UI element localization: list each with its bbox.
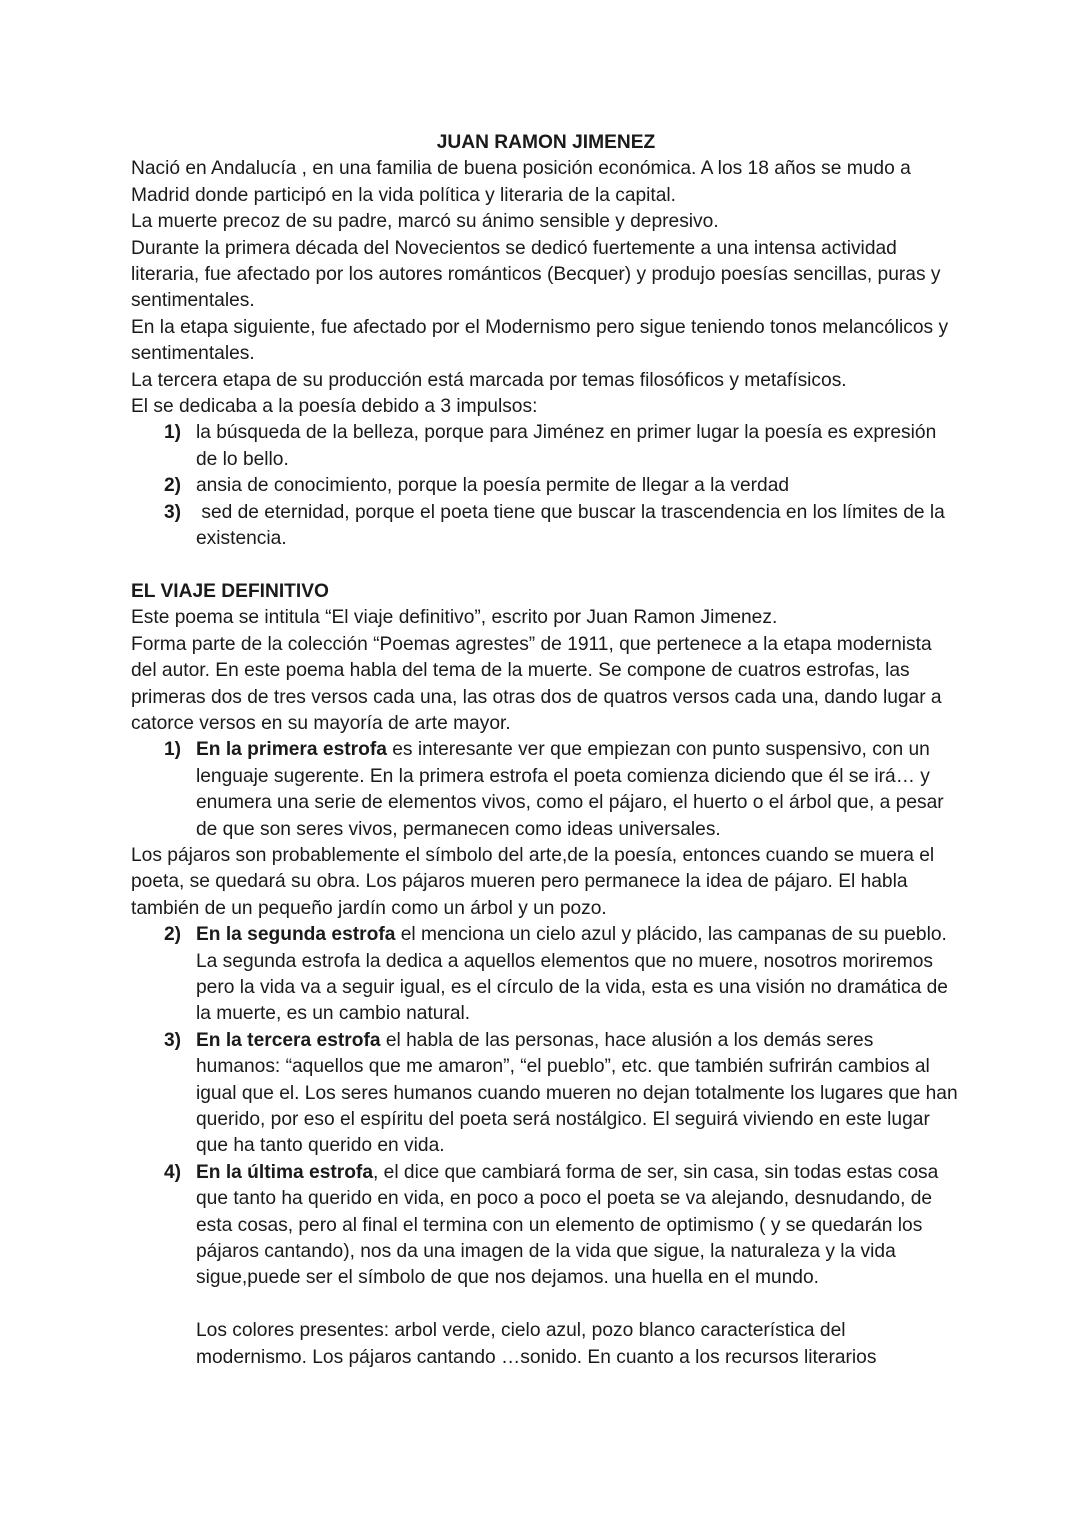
stanza-label: En la segunda estrofa [196,924,396,946]
list-number: 3) [164,1029,182,1051]
list-item-text: ansia de conocimiento, porque la poesía permite de llegar a la verdad [196,475,790,497]
list-number: 1) [164,422,182,444]
list-item [131,420,961,473]
stanza-label: En la primera estrofa [196,739,387,761]
bio-paragraph-6: El se dedicaba a la poesía debido a 3 impulsos: [131,396,538,418]
list-number: 4) [164,1161,182,1183]
bio-paragraph-5: La tercera etapa de su producción está marcada por temas filosóficos y metafísicos. [131,369,847,391]
stanza-text: el habla de las personas, hace alusión a los demás seres humanos: “aquellos que me amaron”, “el pueblo”, etc. que también sufrirán cambios al igual que el. Los seres humanos cuando mueren no dejan totalmente los lugares que han querido, por eso el espíritu del poeta será nostálgico. El seguirá viviendo en este lugar que ha tanto querido en vida. [196,1029,958,1157]
colors-paragraph: Los colores presentes: arbol verde, cielo azul, pozo blanco característica del modernismo. Los pájaros cantando …sonido. En cuanto a los recursos literarios [196,1320,877,1368]
poem-intro-2: Forma parte de la colección “Poemas agrestes” de 1911, que pertenece a la etapa modernista del autor. En este poema habla del tema de la muerte. Se compone de cuatros estrofas, las primeras dos de tres versos cada una, las otras dos de quatros versos cada una, dando lugar a catorce versos en su mayoría de arte mayor. [131,633,942,734]
list-item [131,922,961,1028]
stanza-label: En la última estrofa [196,1161,373,1183]
poem-intro-1: Este poema se intitula “El viaje definitivo”, escrito por Juan Ramon Jimenez. [131,607,778,629]
section-heading: EL VIAJE DEFINITIVO [131,580,329,602]
list-number: 2) [164,924,182,946]
bio-paragraph-1: Nació en Andalucía , en una familia de buena posición económica. A los 18 años se mudo a Madrid donde participó en la vida política y literaria de la capital. [131,158,911,206]
list-item [131,500,961,553]
list-item-text: la búsqueda de la belleza, porque para Jiménez en primer lugar la poesía es expresión de lo bello. [196,422,937,470]
document-body [131,130,961,1371]
list-item [131,473,961,499]
document-title: JUAN RAMON JIMENEZ [436,132,656,153]
impulses-list [131,420,961,552]
bio-paragraph-2: La muerte precoz de su padre, marcó su ánimo sensible y depresivo. [131,211,719,233]
bio-paragraph-4: En la etapa siguiente, fue afectado por el Modernismo pero sigue teniendo tonos melancólicos y sentimentales. [131,316,949,365]
spacer [131,1292,961,1318]
stanza-list-2 [131,922,961,1292]
stanza-list-1 [131,737,961,843]
list-number: 3) [164,501,182,523]
stanza-text: , el dice que cambiará forma de ser, sin casa, sin todas estas cosa que tanto ha querido en vida, en poco a poco el poeta se va alejando, desnudando, de esta cosas, pero al final el termina con un elemento de optimismo ( y se quedarán los pájaros cantando), nos da una imagen de la vida que sigue, la naturaleza y la vida sigue,puede ser el símbolo de que nos dejamos. una huella en el mundo. [196,1161,939,1289]
list-item [131,1160,961,1292]
stanza-text: el menciona un cielo azul y plácido, las campanas de su pueblo. La segunda estrofa la dedica a aquellos elementos que no muere, nosotros moriremos pero la vida va a seguir igual, es el círculo de la vida, esta es una visión no dramática de la muerte, es un cambio natural. [196,924,948,1025]
list-item [131,737,961,843]
list-item [131,1028,961,1160]
list-number: 2) [164,475,182,497]
stanza-text: es interesante ver que empiezan con punto suspensivo, con un lenguaje sugerente. En la primera estrofa el poeta comienza diciendo que él se irá… y enumera una serie de elementos vivos, como el pájaro, el huerto o el árbol que, a pesar de que son seres vivos, permanecen como ideas universales. [196,739,944,840]
list-number: 1) [164,739,182,761]
birds-paragraph: Los pájaros son probablemente el símbolo del arte,de la poesía, entonces cuando se muera el poeta, se quedará su obra. Los pájaros mueren pero permanece la idea de pájaro. El habla también de un pequeño jardín como un árbol y un pozo. [131,844,935,919]
bio-paragraph-3: Durante la primera década del Novecientos se dedicó fuertemente a una intensa actividad literaria, fue afectado por los autores románticos (Becquer) y produjo poesías sencillas, puras y sentimentales. [131,237,941,312]
stanza-label: En la tercera estrofa [196,1029,381,1051]
list-item-text: sed de eternidad, porque el poeta tiene que buscar la trascendencia en los límites de la existencia. [196,501,951,550]
